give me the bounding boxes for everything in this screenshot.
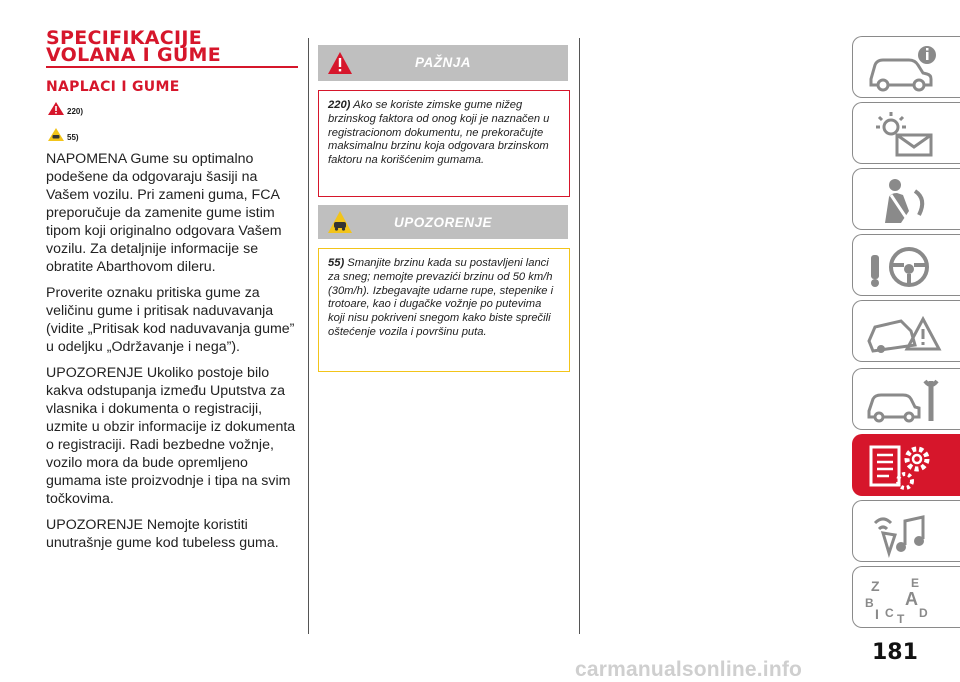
alphabetical-index-icon <box>861 571 951 625</box>
warning-triangle-icon <box>47 101 65 116</box>
specifications-gears-icon <box>861 439 951 493</box>
tab-multimedia[interactable] <box>852 500 960 562</box>
caution-triangle-icon <box>47 127 65 142</box>
index-letter-d: D <box>919 606 928 620</box>
index-letter-c: C <box>885 606 894 620</box>
paragraph-tubeless: UPOZORENJE Nemojte koristiti unutrašnje gume kod tubeless guma. <box>46 517 279 551</box>
body-text <box>46 150 301 560</box>
section-subtitle: NAPLACI I GUME <box>46 79 180 95</box>
index-letter-t: T <box>897 612 905 625</box>
caution-box-heading: UPOZORENJE <box>393 215 493 230</box>
watermark: carmanualsonline.info <box>575 658 803 681</box>
page-number: 181 <box>872 640 918 665</box>
tab-maintenance[interactable] <box>852 368 960 430</box>
car-maintenance-icon <box>861 373 951 427</box>
tab-car-info[interactable] <box>852 36 960 98</box>
title-line-1: SPECIFIKACIJE <box>46 27 203 49</box>
title-line-2: VOLANA I GUME <box>46 44 222 66</box>
caution-box-number: 55) <box>328 257 345 269</box>
paragraph-pressure: Proverite oznaku pritiska gume za veličinu gume i pritisak naduvavanja (vidite „Pritisak kod naduvavanja gume” u odeljku „Održavanje i nega”). <box>46 285 295 355</box>
tab-warning-lights[interactable] <box>852 102 960 164</box>
warning-reference[interactable] <box>47 101 83 116</box>
warning-box-number: 220) <box>328 99 351 111</box>
warning-reference-number: 220) <box>67 107 84 116</box>
page-title <box>46 27 298 68</box>
warning-box <box>318 90 570 197</box>
car-accident-icon <box>861 305 951 359</box>
index-letter-z: Z <box>871 578 880 594</box>
index-letter-b: B <box>865 596 874 610</box>
warning-box-header <box>318 45 568 81</box>
warning-lights-message-icon <box>861 107 951 161</box>
seatbelt-airbag-icon <box>861 173 951 227</box>
warning-box-heading: PAŽNJA <box>414 55 471 70</box>
caution-box-text: Smanjite brzinu kada su postavljeni lanci za sneg; nemojte prevazići brzinu od 50 km/h (30m/h). Izbegavajte udarne rupe, stepenike i trotoare, kao i dugačke vožnje po putevima koji nisu pokriveni snegom kako biste sprečili oštećenje vozila i površinu puta. <box>328 257 554 338</box>
column-divider-right <box>579 38 580 634</box>
caution-box-header <box>318 205 568 239</box>
car-info-icon <box>861 41 951 95</box>
tab-index[interactable] <box>852 566 960 628</box>
multimedia-icon <box>861 505 951 559</box>
warning-box-text: Ako se koriste zimske gume nižeg brzinskog faktora od onog koji je naznačen u registracionom dokumentu, ne prekoračujte maksimalnu brzinu koja odgovara brzinskom faktoru na korišćenim gumama. <box>328 99 550 167</box>
paragraph-note: NAPOMENA Gume su optimalno podešene da odgovaraju šasiji na Vašem vozilu. Pri zameni guma, FCA preporučuje da zamenite gume istim tipom koji originalno odgovara Vašem vozilu. Za detaljnije informacije se obratite Abarthovom dileru. <box>46 151 282 275</box>
tab-safety[interactable] <box>852 168 960 230</box>
column-divider-left <box>308 38 309 634</box>
caution-box <box>318 248 570 372</box>
index-letter-e: E <box>911 576 920 590</box>
tab-specifications[interactable] <box>852 434 960 496</box>
tab-start-driving[interactable] <box>852 234 960 296</box>
caution-reference[interactable] <box>47 127 79 142</box>
caution-reference-number: 55) <box>67 133 79 142</box>
index-letter-a: A <box>905 589 918 609</box>
tab-emergency[interactable] <box>852 300 960 362</box>
index-letter-i: I <box>875 606 879 622</box>
paragraph-registration: UPOZORENJE Ukoliko postoje bilo kakva odstupanja između Uputstva za vlasnika i dokumenta o registraciji, uzmite u obzir informacije iz dokumenta o registraciji. Radi bezbedne vožnje, vozilo mora da bude opremljeno gumama iste proizvodnje i tipa na svim točkovima. <box>46 365 296 507</box>
key-steering-wheel-icon <box>861 239 951 293</box>
